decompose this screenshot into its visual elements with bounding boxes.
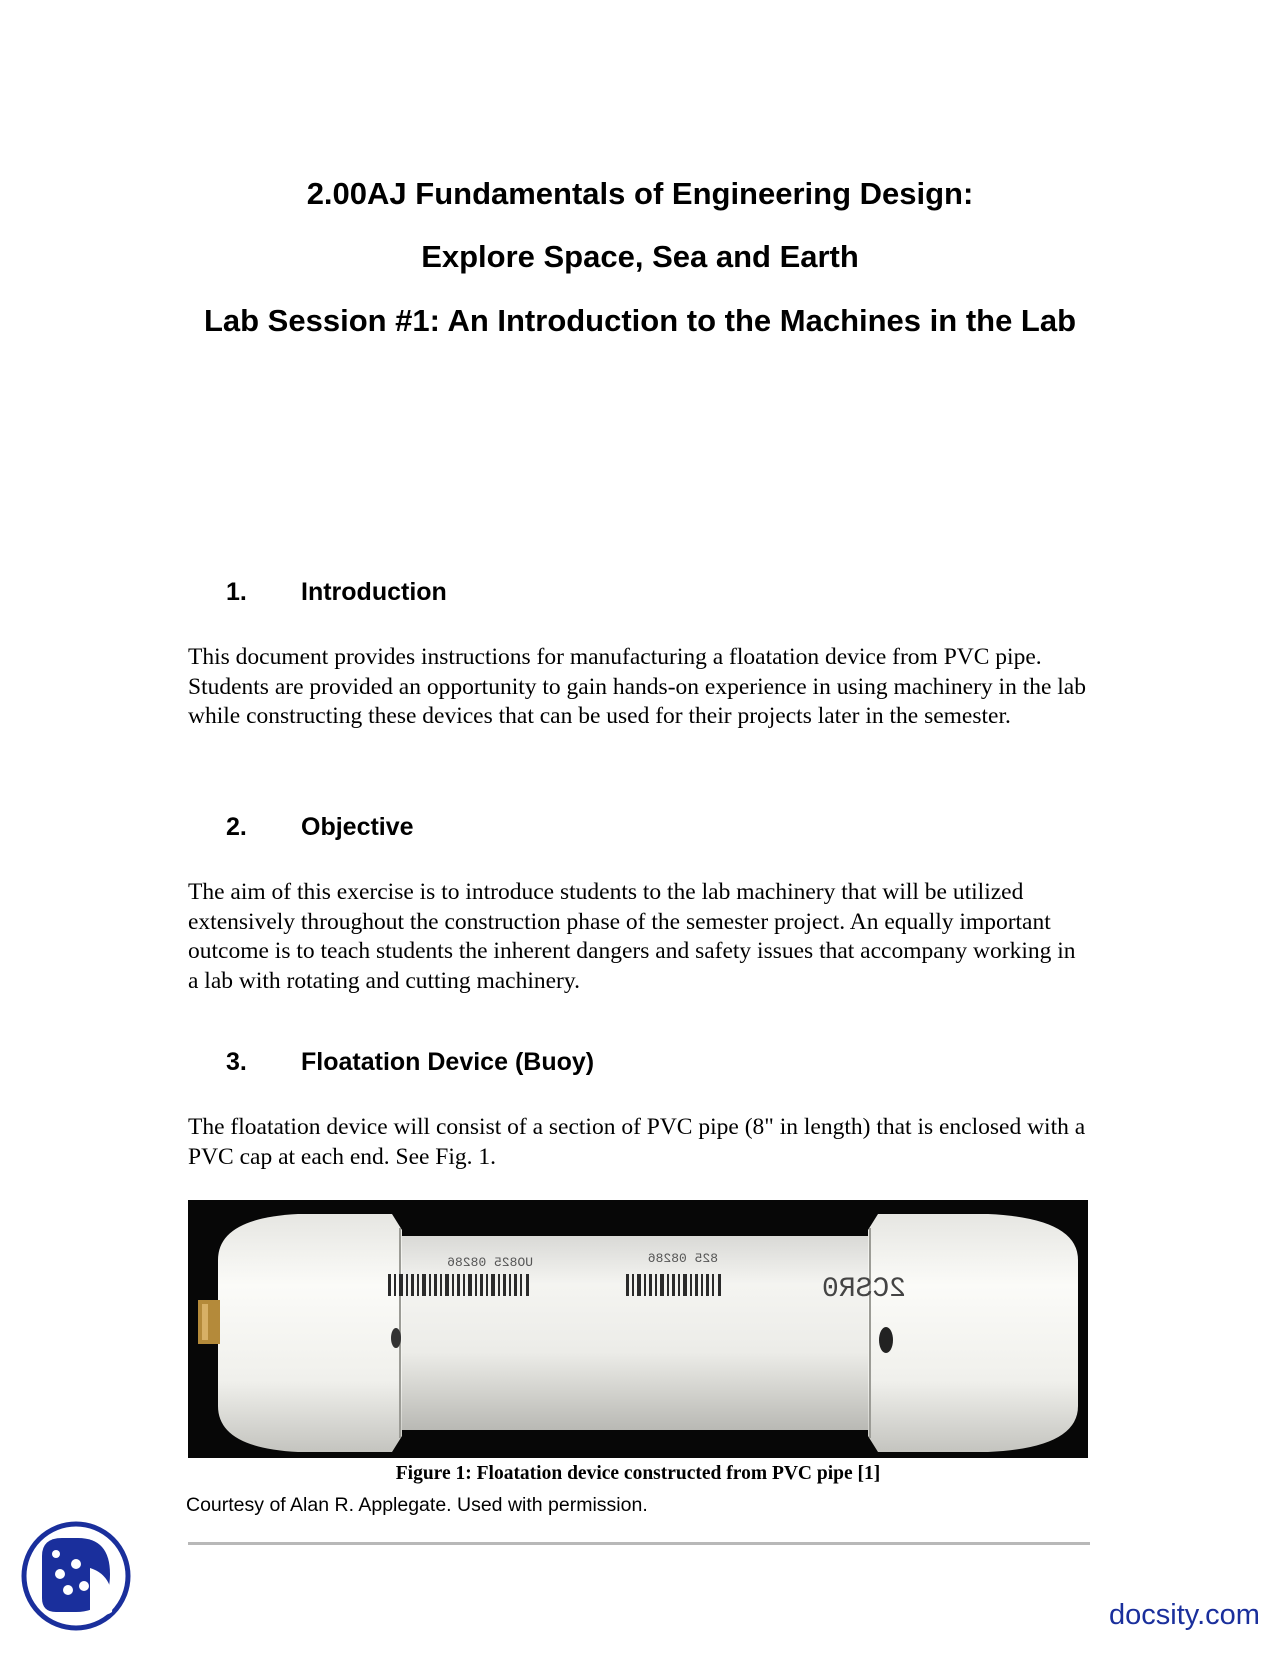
figure-credit: Courtesy of Alan R. Applegate. Used with permission. (186, 1494, 648, 1516)
section-body-floatation-device: The floatation device will consist of a section of PVC pipe (8" in length) that is enclosed with a PVC cap at each end. See Fig. 1. (188, 1114, 1086, 1170)
section-title: Introduction (301, 578, 447, 606)
document-title-line-3: Lab Session #1: An Introduction to the Machines in the Lab (203, 303, 1077, 338)
pipe-print-3: 2CSR0 (821, 1274, 906, 1305)
section-number: 2. (226, 813, 247, 841)
pipe-print-1: UO825 08286 (447, 1255, 533, 1270)
section-number: 1. (226, 578, 247, 606)
footer-divider (188, 1542, 1090, 1545)
section-heading-objective (226, 812, 414, 842)
section-heading-floatation-device (226, 1047, 594, 1077)
section-number: 3. (226, 1048, 247, 1076)
docsity-logo-icon (20, 1520, 132, 1632)
pipe-print-2: 825 08286 (647, 1251, 718, 1266)
section-body-objective: The aim of this exercise is to introduce students to the lab machinery that will be utilized extensively throughout the construction phase of the semester project. An equally important outcome is to teach students the inherent dangers and safety issues that accompany working in a lab with rotating and cutting machinery. (188, 879, 1076, 994)
figure-pvc-pipe-photo (188, 1200, 1088, 1458)
docsity-brand-link[interactable]: docsity.com (1109, 1599, 1260, 1631)
document-title-line-2: Explore Space, Sea and Earth (421, 239, 859, 274)
section-title: Floatation Device (Buoy) (301, 1048, 595, 1076)
section-heading-introduction (226, 577, 447, 607)
document-title-line-1: 2.00AJ Fundamentals of Engineering Design: (306, 176, 974, 211)
figure-caption: Figure 1: Floatation device constructed from PVC pipe [1] (395, 1463, 881, 1484)
section-title: Objective (301, 813, 414, 841)
section-body-introduction: This document provides instructions for manufacturing a floatation device from PVC pipe. Students are provided an opportunity to gain hands-on experience in using machinery in the lab while constructing these devices that can be used for their projects later in the semester. (188, 644, 1086, 729)
